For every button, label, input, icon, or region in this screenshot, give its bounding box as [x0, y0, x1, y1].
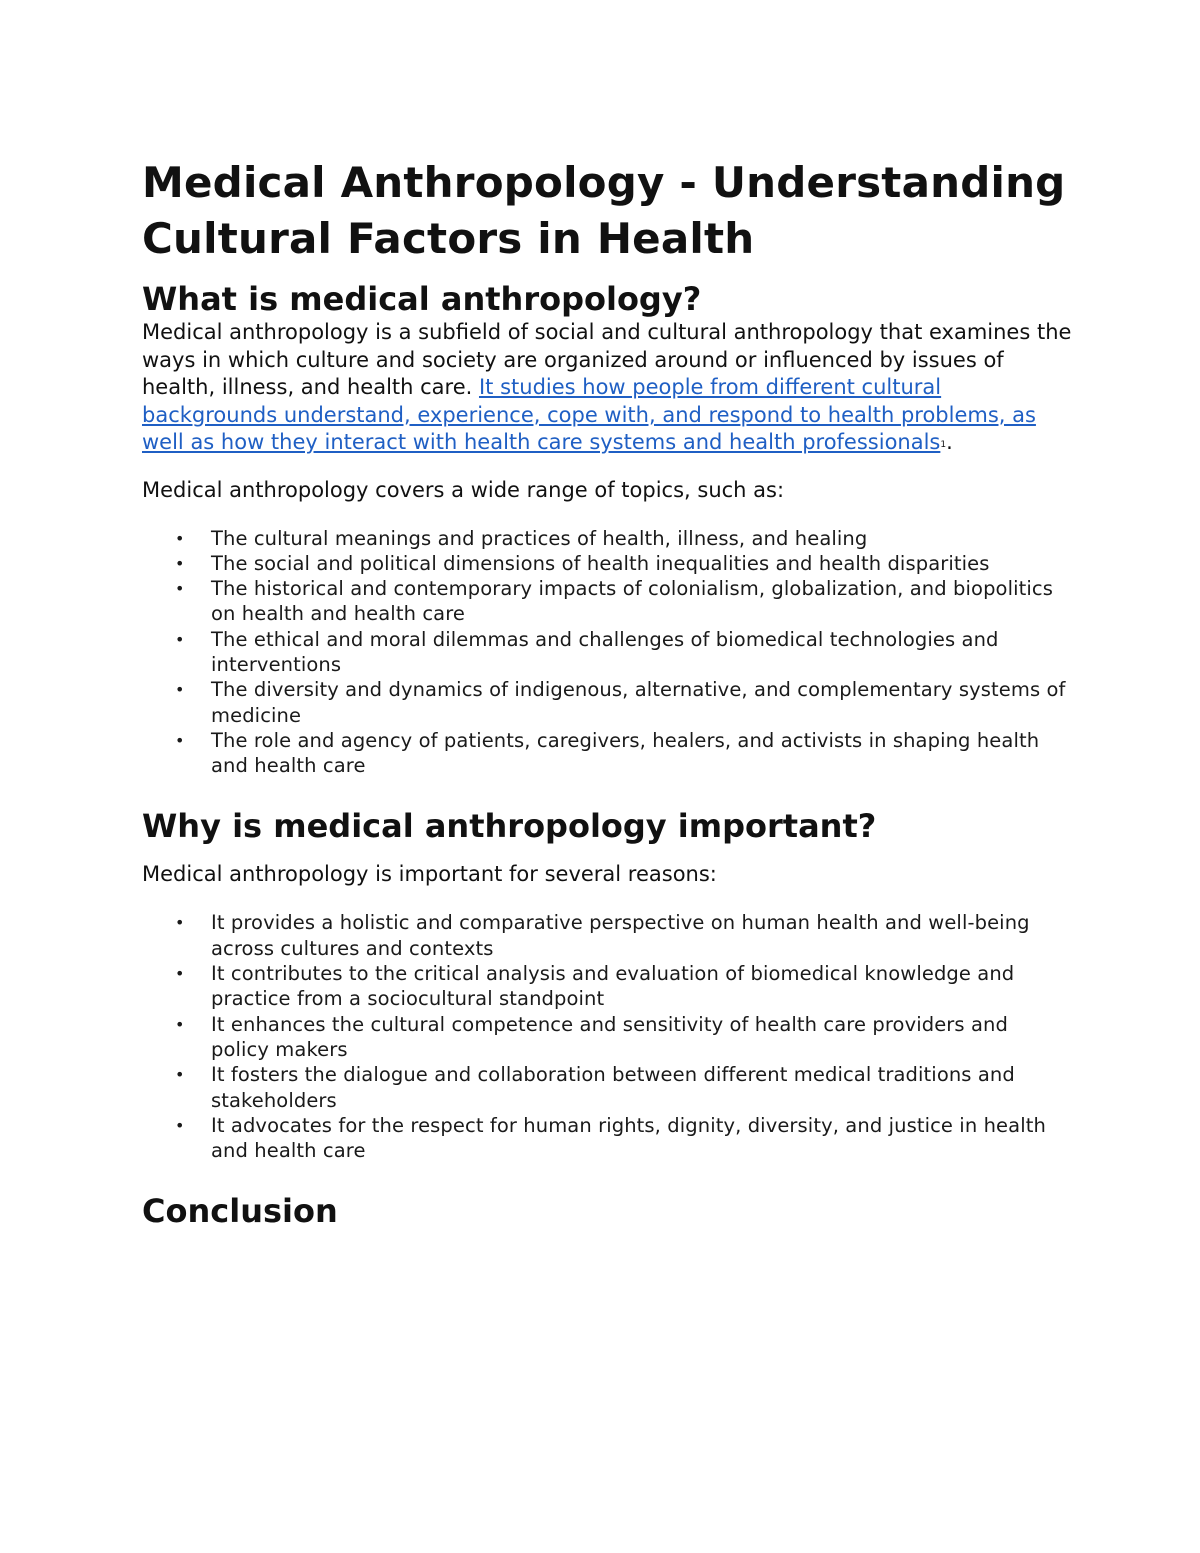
bullet-icon: •	[175, 1115, 185, 1135]
list-item	[142, 1012, 1072, 1063]
list-item-text: The social and political dimensions of health inequalities and health disparities	[211, 551, 990, 575]
definition-paragraph	[142, 319, 1072, 462]
bullet-icon: •	[175, 579, 185, 599]
reasons-intro: Medical anthropology is important for several reasons:	[142, 862, 717, 887]
heading-what-is: What is medical anthropology?	[142, 280, 702, 318]
list-item	[142, 728, 1072, 779]
definition-link[interactable]: It studies how people from different cultural backgrounds understand, experience, cope with, and respond to health problems, as well as how they interact with health care systems and health professionals	[142, 375, 1036, 454]
bullet-icon: •	[175, 913, 185, 933]
bullet-icon: •	[175, 1065, 185, 1085]
definition-text: Medical anthropology is a subfield of social and cultural anthropology that examines the ways in which culture and society are organized around or influenced by issues of health, illness, and health care.	[142, 320, 1072, 399]
list-item	[142, 627, 1072, 678]
list-item-text: It provides a holistic and comparative perspective on human health and well-being across cultures and contexts	[211, 911, 1030, 960]
bullet-icon: •	[175, 553, 185, 573]
bullet-icon: •	[175, 629, 185, 649]
list-item	[142, 576, 1072, 627]
list-item-text: The historical and contemporary impacts of colonialism, globalization, and biopolitics on health and health care	[211, 577, 1053, 626]
list-item-text: It advocates for the respect for human rights, dignity, diversity, and justice in health and health care	[211, 1113, 1046, 1163]
list-item	[142, 1062, 1072, 1113]
document-page	[142, 155, 1072, 1231]
list-item-text: It fosters the dialogue and collaboration between different medical traditions and stakeholders	[211, 1063, 1015, 1112]
list-item-text: It contributes to the critical analysis and evaluation of biomedical knowledge and practice from a sociocultural standpoint	[211, 962, 1015, 1011]
list-item-text: The role and agency of patients, caregivers, healers, and activists in shaping health and health care	[211, 728, 1040, 778]
heading-why-important: Why is medical anthropology important?	[142, 807, 877, 846]
list-item	[142, 551, 1072, 576]
bullet-icon: •	[175, 528, 185, 548]
list-item	[142, 677, 1072, 728]
list-item-text: The cultural meanings and practices of health, illness, and healing	[211, 526, 868, 550]
list-item	[142, 1113, 1072, 1164]
list-item	[142, 910, 1072, 961]
document-title: Medical Anthropology - Understanding Cultural Factors in Health	[142, 158, 1066, 263]
list-item-text: It enhances the cultural competence and sensitivity of health care providers and policy makers	[211, 1012, 1008, 1061]
bullet-icon: •	[175, 730, 185, 750]
list-item-text: The ethical and moral dilemmas and challenges of biomedical technologies and interventions	[211, 627, 999, 676]
topics-intro: Medical anthropology covers a wide range of topics, such as:	[142, 477, 785, 502]
citation-marker[interactable]: 1	[940, 440, 947, 450]
bullet-icon: •	[175, 680, 185, 700]
reasons-list	[142, 910, 1072, 1163]
list-item	[142, 526, 1072, 551]
heading-conclusion: Conclusion	[142, 1192, 338, 1231]
definition-period: .	[946, 430, 953, 454]
list-item-text: The diversity and dynamics of indigenous, alternative, and complementary systems of medicine	[211, 678, 1066, 727]
list-item	[142, 961, 1072, 1012]
bullet-icon: •	[175, 1014, 185, 1034]
bullet-icon: •	[175, 964, 185, 984]
topics-list	[142, 526, 1072, 779]
